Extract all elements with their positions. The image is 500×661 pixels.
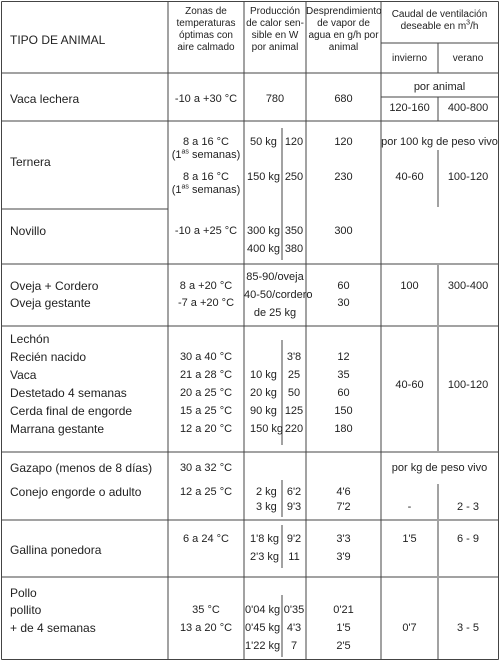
row-conejo-v1: 4'6 (336, 486, 351, 498)
row-vaca-name: Vaca lechera (10, 92, 80, 106)
lechon-row-vapor: 60 (337, 387, 350, 399)
lechon-row-name: Destetado 4 semanas (10, 386, 127, 400)
row-pollo-title: Pollo (10, 586, 37, 600)
row-ternera-h2: 250 (284, 171, 304, 183)
row-conejo-ver: 2 - 3 (456, 501, 479, 513)
lechon-row-name: Recién nacido (10, 350, 87, 364)
row-pollo-t2: 13 a 20 °C (179, 622, 233, 634)
lechon-row-name: Cerda final de engorde (10, 404, 133, 418)
lechon-row-vapor: 12 (337, 351, 350, 363)
lechon-row-heat: 220 (284, 423, 304, 435)
row-conejo-h2: 9'3 (286, 501, 302, 513)
lechon-row-vapor: 150 (334, 405, 353, 417)
row-oveja-ver: 300-400 (447, 280, 489, 292)
row-oveja-heat1: 85-90/oveja (246, 271, 304, 283)
header-invierno: invierno (391, 53, 428, 64)
row-ternera-h1: 120 (284, 136, 304, 148)
lechon-row-weight: 10 kg (250, 369, 277, 381)
row-lechon-inv: 40-60 (395, 379, 424, 391)
row-gallina-inv: 1'5 (402, 533, 417, 545)
lechon-row-temp: 15 a 25 °C (179, 405, 233, 417)
lechon-row-heat: 25 (287, 369, 301, 381)
header-tipo: TIPO DE ANIMAL (10, 33, 106, 47)
row-pollo-name1: pollito (10, 603, 42, 617)
row-pollo-name2: + de 4 semanas (10, 621, 96, 635)
row-pollo-t1: 35 °C (192, 604, 220, 616)
row-ternera-t1-weeks: ($1^{as}$ semanas) (171, 148, 241, 161)
lechon-row-heat: 3'8 (286, 351, 302, 363)
row-novillo-h1: 350 (284, 225, 304, 237)
lechon-row-temp: 30 a 40 °C (179, 351, 233, 363)
row-oveja-heat2: 40-50/cordero (244, 289, 313, 301)
row-ternera-w2: 150 kg (247, 171, 281, 183)
row-oveja-name2: Oveja gestante (10, 296, 91, 310)
row-novillo-w2: 400 kg (247, 243, 281, 255)
row-gallina-v2: 3'9 (336, 551, 351, 563)
row-gazapo-name: Gazapo (menos de 8 días) (10, 461, 153, 475)
row-novillo-temp: -10 a +25 °C (174, 225, 238, 237)
row-pollo-h3: 7 (290, 640, 298, 652)
lechon-row-heat: 50 (287, 387, 301, 399)
lechon-row-vapor: 180 (334, 423, 353, 435)
row-pollo-w3: 1'22 kg (245, 640, 281, 652)
row-oveja-name1: Oveja + Cordero (10, 279, 99, 293)
row-gallina-name: Gallina ponedora (10, 543, 102, 557)
row-novillo-vapor: 300 (334, 225, 353, 237)
row-pollo-v3: 2'5 (336, 640, 351, 652)
row-gallina-h1: 9'2 (286, 533, 302, 545)
row-novillo-w1: 300 kg (247, 225, 281, 237)
lechon-row-vapor: 35 (337, 369, 350, 381)
row-conejo-v2: 7'2 (336, 501, 351, 513)
row-ternera-ver: 100-120 (447, 171, 489, 183)
row-ternera-t2-weeks: ($1^{as}$ semanas) (171, 183, 241, 196)
row-gallina-w1: 1'8 kg (250, 533, 280, 545)
row-conejo-w2: 3 kg (256, 501, 277, 513)
row-lechon-title: Lechón (10, 332, 50, 346)
row-vaca-inv: 120-160 (389, 102, 430, 114)
row-conejo-name: Conejo engorde o adulto (10, 485, 142, 499)
row-gallina-w2: 2'3 kg (250, 551, 280, 563)
row-oveja-inv: 100 (400, 280, 419, 292)
row-pollo-inv: 0'7 (402, 622, 417, 634)
row-ternera-v2: 230 (334, 171, 353, 183)
row-pollo-v1: 0'21 (333, 604, 354, 616)
row-gazapo-unit: por kg de peso vivo (391, 462, 488, 474)
lechon-row-temp: 20 a 25 °C (179, 387, 233, 399)
row-ternera-w1: 50 kg (250, 136, 277, 148)
header-desprendimiento: Desprendimiento de vapor de agua en g/h por animal (306, 6, 382, 53)
row-pollo-h2: 4'3 (286, 622, 302, 634)
lechon-row-heat: 125 (284, 405, 304, 417)
row-pollo-v2: 1'5 (336, 622, 351, 634)
row-conejo-h1: 6'2 (286, 486, 302, 498)
header-produccion: Producción de calor sen- sible en W por animal (246, 6, 304, 53)
lechon-row-temp: 12 a 20 °C (179, 423, 233, 435)
row-pollo-w2: 0'45 kg (245, 622, 281, 634)
row-gazapo-temp: 30 a 32 °C (179, 462, 233, 474)
header-verano: verano (452, 53, 484, 64)
row-vaca-ver: 400-800 (447, 102, 489, 114)
row-novillo-h2: 380 (284, 243, 304, 255)
row-vaca-heat: 780 (265, 93, 285, 105)
row-gallina-v1: 3'3 (336, 533, 351, 545)
row-gallina-h2: 11 (288, 551, 300, 563)
row-oveja-heat3: de 25 kg (253, 307, 297, 319)
row-oveja-t1: 8 a +20 °C (179, 280, 233, 292)
row-novillo-name: Novillo (10, 224, 47, 238)
row-ternera-name: Ternera (10, 155, 51, 169)
row-ternera-v1: 120 (334, 136, 353, 148)
header-zonas: Zonas de temperaturas óptimas con aire calmado (176, 6, 236, 53)
row-ternera-unit: por 100 kg de peso vivo (381, 136, 498, 148)
row-conejo-w1: 2 kg (256, 486, 277, 498)
row-gallina-temp: 6 a 24 °C (183, 533, 229, 545)
lechon-row-temp: 21 a 28 °C (179, 369, 233, 381)
row-conejo-inv: - (407, 501, 412, 513)
row-ternera-t2: 8 a 16 °C (183, 171, 229, 183)
row-pollo-h1: 0'35 (283, 604, 305, 616)
row-pollo-ver: 3 - 5 (456, 622, 479, 634)
row-vaca-unit: por animal (413, 81, 466, 93)
row-pollo-w1: 0'04 kg (245, 604, 281, 616)
row-oveja-v2: 30 (337, 297, 350, 309)
row-gallina-ver: 6 - 9 (456, 533, 479, 545)
row-vaca-temp: -10 a +30 °C (174, 93, 238, 105)
row-lechon-ver: 100-120 (447, 379, 489, 391)
row-ternera-inv: 40-60 (395, 171, 424, 183)
row-oveja-t2: -7 a +20 °C (177, 297, 235, 309)
lechon-row-weight: 150 kg (250, 423, 284, 435)
lechon-row-name: Vaca (10, 368, 37, 382)
row-conejo-temp: 12 a 25 °C (179, 486, 233, 498)
lechon-row-weight: 20 kg (250, 387, 277, 399)
header-caudal: Caudal de ventilación deseable en $m^3/h$ (391, 9, 488, 32)
row-oveja-v1: 60 (337, 280, 350, 292)
lechon-row-name: Marrana gestante (10, 422, 105, 436)
row-vaca-vapor: 680 (334, 93, 353, 105)
lechon-row-weight: 90 kg (250, 405, 277, 417)
row-ternera-t1: 8 a 16 °C (183, 136, 229, 148)
